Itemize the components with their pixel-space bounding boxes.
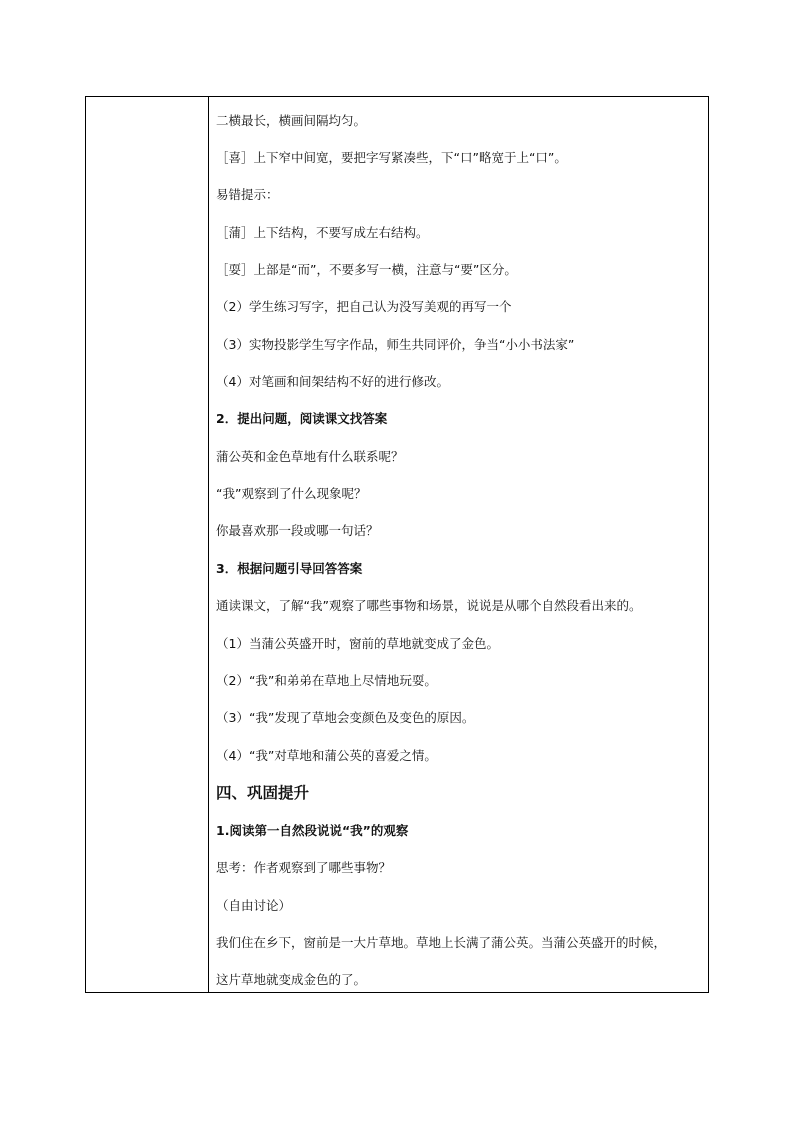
text-line: ［蒲］上下结构，不要写成左右结构。 — [216, 225, 429, 240]
text-line: （3）实物投影学生写字作品，师生共同评价，争当“小小书法家” — [216, 337, 575, 352]
section-subheading: 2．提出问题，阅读课文找答案 — [216, 411, 388, 426]
lesson-table — [85, 96, 709, 993]
text-line: 二横最长，横画间隔均匀。 — [216, 113, 367, 128]
text-line: 我们住在乡下，窗前是一大片草地。草地上长满了蒲公英。当蒲公英盛开的时候， — [216, 935, 667, 950]
text-line: 你最喜欢那一段或哪一句话？ — [216, 523, 379, 538]
section-subheading: 1.阅读第一自然段说说“我”的观察 — [216, 823, 409, 838]
text-line: 思考：作者观察到了哪些事物？ — [216, 860, 392, 875]
text-line: （4）对笔画和间架结构不好的进行修改。 — [216, 374, 449, 389]
text-line: （4）“我”对草地和蒲公英的喜爱之情。 — [216, 748, 437, 763]
text-line: （自由讨论） — [216, 898, 292, 913]
column-divider — [208, 97, 209, 992]
text-line: “我”观察到了什么现象呢？ — [216, 486, 367, 501]
text-line: （1）当蒲公英盛开时，窗前的草地就变成了金色。 — [216, 636, 499, 651]
text-line: 通读课文，了解“我”观察了哪些事物和场景，说说是从哪个自然段看出来的。 — [216, 598, 642, 613]
text-line: （2）学生练习写字，把自己认为没写美观的再写一个 — [216, 299, 512, 314]
text-line: ［喜］上下窄中间宽，要把字写紧凑些，下“口”略宽于上“口”。 — [216, 150, 567, 165]
text-line: 易错提示： — [216, 187, 279, 202]
section-subheading: 3．根据问题引导回答答案 — [216, 561, 363, 576]
text-line: 这片草地就变成金色的了。 — [216, 972, 367, 987]
text-line: ［耍］上部是“而”，不要多写一横，注意与“要”区分。 — [216, 262, 517, 277]
text-line: （2）“我”和弟弟在草地上尽情地玩耍。 — [216, 673, 437, 688]
text-line: （3）“我”发现了草地会变颜色及变色的原因。 — [216, 710, 475, 725]
text-line: 蒲公英和金色草地有什么联系呢？ — [216, 449, 404, 464]
section-heading: 四、巩固提升 — [216, 784, 310, 802]
